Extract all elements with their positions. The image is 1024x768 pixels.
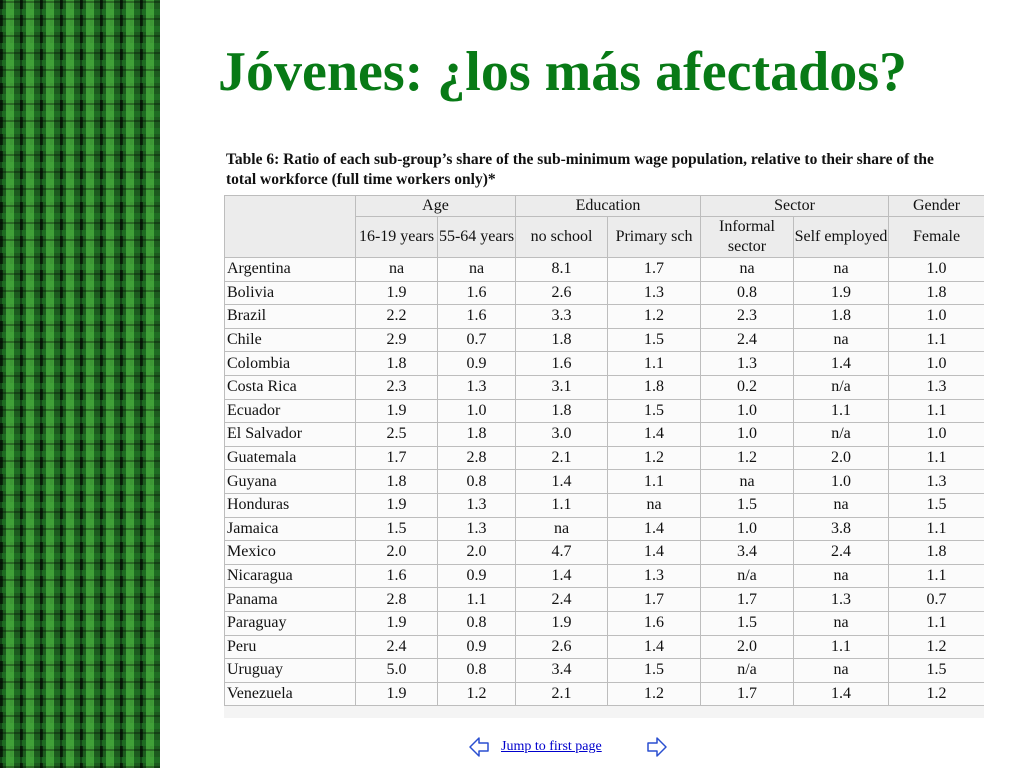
country-cell: Argentina (225, 258, 356, 282)
value-cell: 1.8 (608, 375, 701, 399)
country-cell: Ecuador (225, 399, 356, 423)
value-cell: 0.7 (889, 588, 985, 612)
table-row (225, 423, 985, 447)
value-cell: na (794, 328, 889, 352)
value-cell: na (794, 611, 889, 635)
value-cell: 1.3 (438, 517, 516, 541)
table-row (225, 375, 985, 399)
next-slide-button[interactable] (646, 736, 668, 758)
value-cell: 1.2 (889, 682, 985, 706)
value-cell: 1.4 (516, 470, 608, 494)
value-cell: 0.8 (438, 611, 516, 635)
country-cell: Costa Rica (225, 375, 356, 399)
value-cell: 1.4 (608, 635, 701, 659)
table-caption: Table 6: Ratio of each sub-group’s share of the sub-minimum wage population, relative to their share of the total workforce (full time workers only)* (226, 151, 934, 188)
country-cell: Jamaica (225, 517, 356, 541)
value-cell: 2.4 (794, 541, 889, 565)
value-cell: 4.7 (516, 541, 608, 565)
country-cell: Guyana (225, 470, 356, 494)
country-cell: Honduras (225, 493, 356, 517)
value-cell: 1.3 (608, 281, 701, 305)
table-row (225, 588, 985, 612)
country-cell: Peru (225, 635, 356, 659)
table-row (225, 541, 985, 565)
value-cell: 1.8 (356, 470, 438, 494)
value-cell: 1.5 (701, 611, 794, 635)
table-row (225, 517, 985, 541)
value-cell: 1.1 (608, 352, 701, 376)
col-header-55-64: 55-64 years (438, 217, 516, 258)
value-cell: na (794, 258, 889, 282)
table-row (225, 611, 985, 635)
country-cell: Nicaragua (225, 564, 356, 588)
value-cell: 1.5 (608, 659, 701, 683)
value-cell: 2.4 (516, 588, 608, 612)
value-cell: 1.4 (608, 423, 701, 447)
data-table (224, 195, 984, 706)
value-cell: na (701, 258, 794, 282)
value-cell: 2.8 (438, 446, 516, 470)
table-row (225, 635, 985, 659)
value-cell: 1.1 (608, 470, 701, 494)
value-cell: 1.2 (889, 635, 985, 659)
value-cell: 3.3 (516, 305, 608, 329)
value-cell: 1.0 (889, 423, 985, 447)
value-cell: 2.4 (701, 328, 794, 352)
slide-navigation (468, 736, 678, 758)
value-cell: 0.8 (438, 659, 516, 683)
value-cell: 2.6 (516, 281, 608, 305)
value-cell: 1.1 (794, 635, 889, 659)
value-cell: 0.8 (438, 470, 516, 494)
value-cell: 1.8 (516, 399, 608, 423)
value-cell: 1.1 (889, 399, 985, 423)
value-cell: 1.3 (438, 493, 516, 517)
value-cell: 1.6 (438, 281, 516, 305)
value-cell: 1.3 (889, 470, 985, 494)
value-cell: 1.3 (438, 375, 516, 399)
value-cell: 1.9 (356, 611, 438, 635)
value-cell: 1.4 (516, 564, 608, 588)
value-cell: 1.0 (438, 399, 516, 423)
arrow-right-outline-icon (646, 736, 668, 758)
value-cell: na (794, 493, 889, 517)
value-cell: 1.9 (516, 611, 608, 635)
value-cell: 1.0 (701, 399, 794, 423)
table-row (225, 564, 985, 588)
jump-to-first-page-link[interactable]: Jump to first page (501, 739, 602, 754)
country-cell: Paraguay (225, 611, 356, 635)
value-cell: 0.2 (701, 375, 794, 399)
table-row (225, 682, 985, 706)
country-cell: Uruguay (225, 659, 356, 683)
value-cell: 2.4 (356, 635, 438, 659)
value-cell: 1.7 (608, 588, 701, 612)
value-cell: 1.4 (794, 352, 889, 376)
country-cell: Bolivia (225, 281, 356, 305)
value-cell: 1.1 (794, 399, 889, 423)
col-header-informal: Informal sector (701, 217, 794, 258)
table-row (225, 281, 985, 305)
table-row (225, 446, 985, 470)
value-cell: 1.3 (794, 588, 889, 612)
value-cell: 5.0 (356, 659, 438, 683)
value-cell: 1.1 (889, 564, 985, 588)
value-cell: 3.4 (516, 659, 608, 683)
slide-title: Jóvenes: ¿los más afectados? (218, 41, 908, 103)
value-cell: 1.7 (701, 682, 794, 706)
value-cell: 1.1 (889, 328, 985, 352)
value-cell: 1.8 (889, 541, 985, 565)
value-cell: 0.9 (438, 564, 516, 588)
value-cell: na (516, 517, 608, 541)
col-header-self-employed: Self employed (794, 217, 889, 258)
value-cell: 1.9 (794, 281, 889, 305)
value-cell: 1.4 (608, 517, 701, 541)
table-body (225, 258, 985, 706)
value-cell: 1.0 (794, 470, 889, 494)
value-cell: 2.0 (701, 635, 794, 659)
value-cell: 1.3 (701, 352, 794, 376)
value-cell: 2.0 (438, 541, 516, 565)
value-cell: 2.2 (356, 305, 438, 329)
value-cell: na (701, 470, 794, 494)
value-cell: 1.6 (516, 352, 608, 376)
col-header-primary: Primary sch (608, 217, 701, 258)
value-cell: 1.2 (438, 682, 516, 706)
value-cell: 2.0 (356, 541, 438, 565)
value-cell: 3.0 (516, 423, 608, 447)
table-row (225, 328, 985, 352)
value-cell: 1.2 (608, 682, 701, 706)
table-header (225, 196, 985, 258)
value-cell: na (794, 564, 889, 588)
group-header-age: Age (356, 196, 516, 217)
value-cell: 1.9 (356, 682, 438, 706)
table-row (225, 352, 985, 376)
country-cell: Panama (225, 588, 356, 612)
value-cell: 1.6 (438, 305, 516, 329)
value-cell: 2.0 (794, 446, 889, 470)
country-cell: Guatemala (225, 446, 356, 470)
value-cell: 1.5 (889, 659, 985, 683)
value-cell: 1.1 (889, 446, 985, 470)
value-cell: 0.9 (438, 635, 516, 659)
value-cell: 3.4 (701, 541, 794, 565)
value-cell: 1.3 (889, 375, 985, 399)
value-cell: 1.0 (889, 305, 985, 329)
group-header-sector: Sector (701, 196, 889, 217)
table-row (225, 659, 985, 683)
col-header-16-19: 16-19 years (356, 217, 438, 258)
country-cell: Chile (225, 328, 356, 352)
country-cell: Colombia (225, 352, 356, 376)
value-cell: 1.2 (608, 446, 701, 470)
value-cell: 1.9 (356, 399, 438, 423)
value-cell: na (794, 659, 889, 683)
value-cell: 2.3 (701, 305, 794, 329)
value-cell: 1.9 (356, 493, 438, 517)
value-cell: 1.1 (889, 611, 985, 635)
value-cell: 1.1 (438, 588, 516, 612)
value-cell: 1.7 (356, 446, 438, 470)
value-cell: n/a (701, 564, 794, 588)
value-cell: 2.9 (356, 328, 438, 352)
value-cell: 1.9 (356, 281, 438, 305)
value-cell: 3.8 (794, 517, 889, 541)
value-cell: na (438, 258, 516, 282)
value-cell: 1.6 (356, 564, 438, 588)
decorative-sidebar (0, 0, 160, 768)
value-cell: 1.0 (889, 258, 985, 282)
col-header-female: Female (889, 217, 985, 258)
value-cell: 8.1 (516, 258, 608, 282)
value-cell: 1.4 (608, 541, 701, 565)
arrow-left-outline-icon (468, 736, 490, 758)
value-cell: 1.7 (701, 588, 794, 612)
value-cell: 1.8 (794, 305, 889, 329)
value-cell: 1.8 (516, 328, 608, 352)
value-cell: 2.8 (356, 588, 438, 612)
table-row (225, 470, 985, 494)
value-cell: na (608, 493, 701, 517)
value-cell: 2.1 (516, 682, 608, 706)
value-cell: 1.5 (701, 493, 794, 517)
group-header-education: Education (516, 196, 701, 217)
value-cell: 1.2 (608, 305, 701, 329)
col-header-no-school: no school (516, 217, 608, 258)
country-cell: Venezuela (225, 682, 356, 706)
value-cell: n/a (701, 659, 794, 683)
value-cell: 2.6 (516, 635, 608, 659)
country-cell: Brazil (225, 305, 356, 329)
value-cell: n/a (794, 375, 889, 399)
value-cell: 1.6 (608, 611, 701, 635)
value-cell: 3.1 (516, 375, 608, 399)
value-cell: 1.5 (608, 328, 701, 352)
table-container (224, 195, 984, 718)
value-cell: 1.2 (701, 446, 794, 470)
value-cell: 1.3 (608, 564, 701, 588)
value-cell: 1.8 (889, 281, 985, 305)
value-cell: 2.1 (516, 446, 608, 470)
value-cell: 0.7 (438, 328, 516, 352)
value-cell: 1.5 (356, 517, 438, 541)
value-cell: 1.4 (794, 682, 889, 706)
value-cell: n/a (794, 423, 889, 447)
value-cell: 2.5 (356, 423, 438, 447)
value-cell: 1.0 (701, 423, 794, 447)
table-row (225, 305, 985, 329)
value-cell: 1.7 (608, 258, 701, 282)
corner-header-cell (225, 196, 356, 258)
table-row (225, 258, 985, 282)
value-cell: 1.5 (608, 399, 701, 423)
value-cell: 1.8 (438, 423, 516, 447)
value-cell: 0.8 (701, 281, 794, 305)
value-cell: 1.0 (701, 517, 794, 541)
value-cell: 2.3 (356, 375, 438, 399)
table-row (225, 399, 985, 423)
value-cell: 1.8 (356, 352, 438, 376)
group-header-gender: Gender (889, 196, 985, 217)
value-cell: 0.9 (438, 352, 516, 376)
country-cell: El Salvador (225, 423, 356, 447)
value-cell: na (356, 258, 438, 282)
value-cell: 1.0 (889, 352, 985, 376)
value-cell: 1.1 (516, 493, 608, 517)
value-cell: 1.1 (889, 517, 985, 541)
value-cell: 1.5 (889, 493, 985, 517)
previous-slide-button[interactable] (468, 736, 490, 758)
country-cell: Mexico (225, 541, 356, 565)
table-row (225, 493, 985, 517)
